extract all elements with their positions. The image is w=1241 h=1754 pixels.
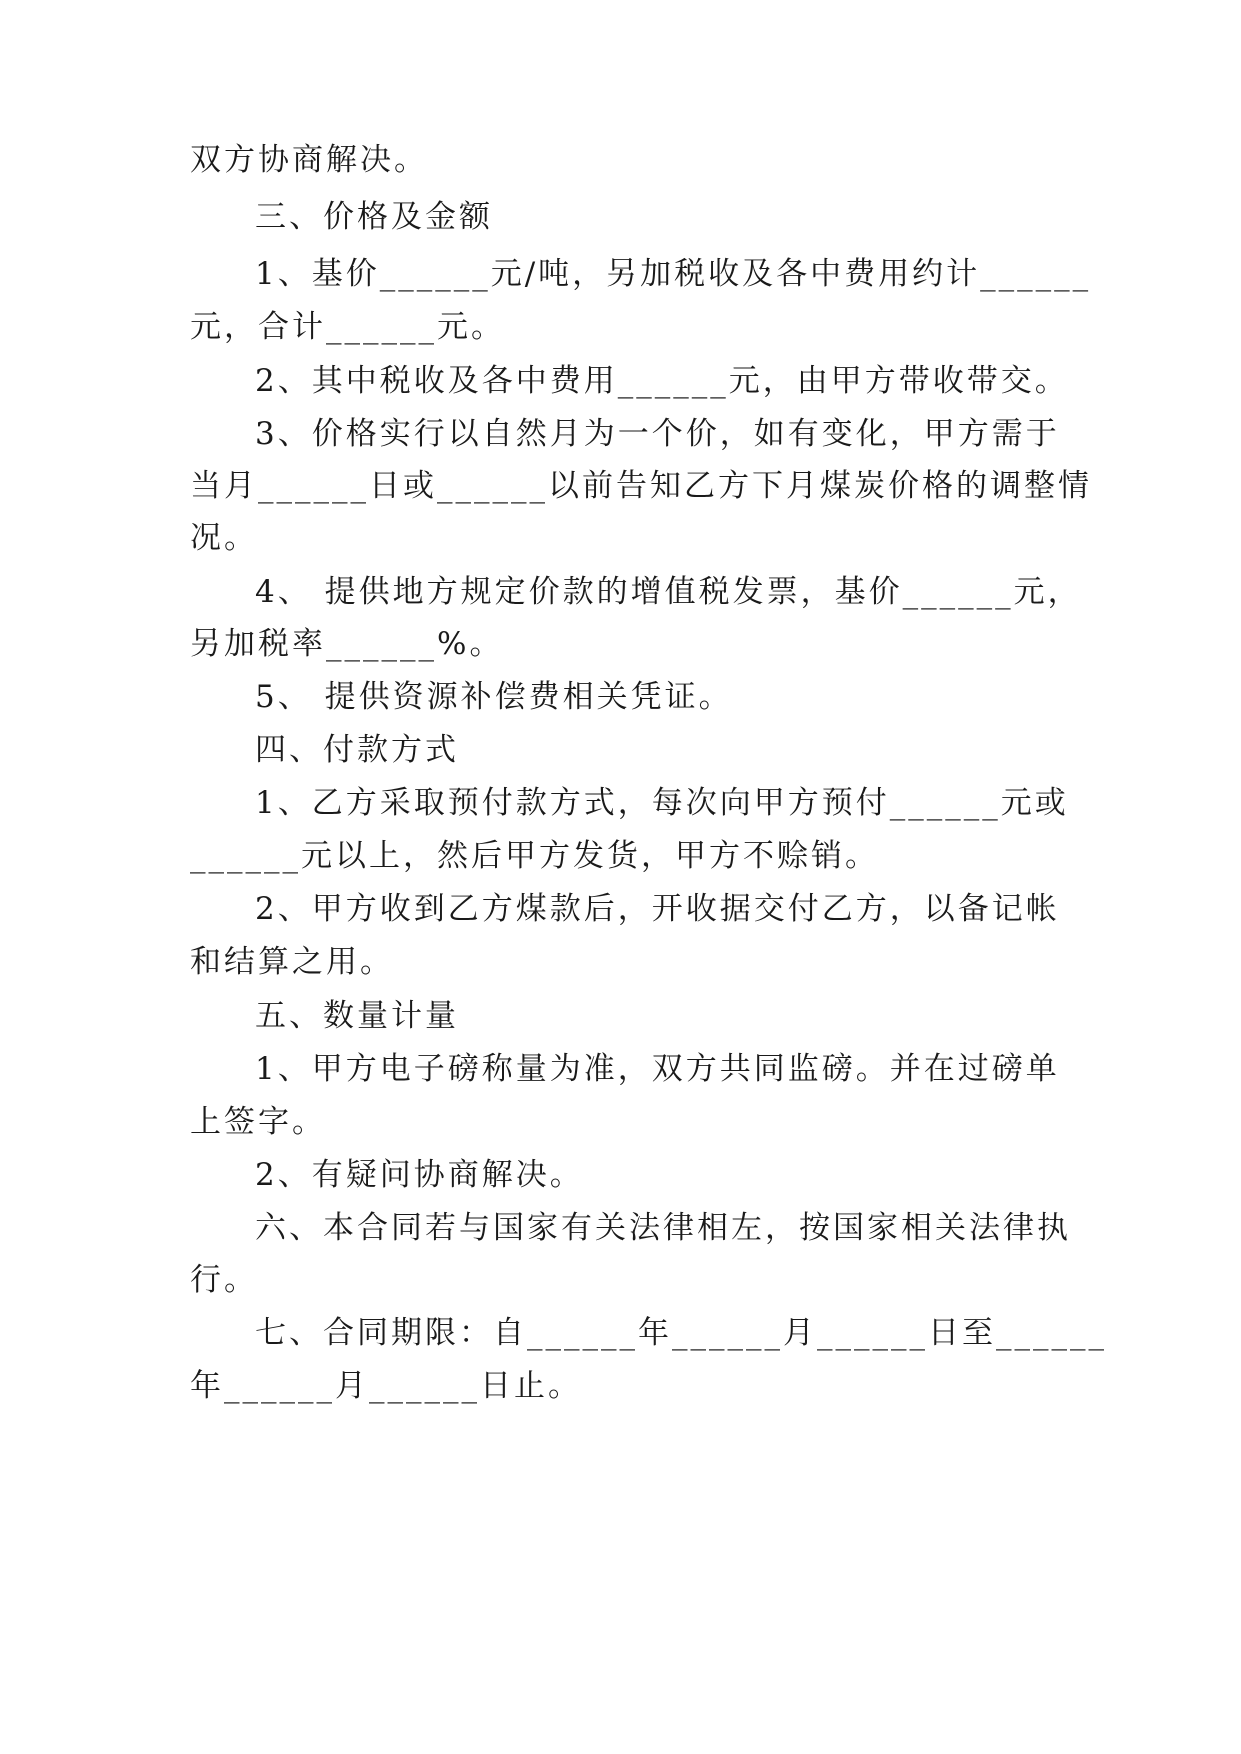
text-line: 行。 xyxy=(190,1262,258,1298)
text-line: 上签字。 xyxy=(190,1104,326,1140)
section-heading: 五、数量计量 xyxy=(255,998,459,1034)
section-heading: 三、价格及金额 xyxy=(255,199,493,235)
text-line: 和结算之用。 xyxy=(190,944,394,980)
text-line: 5、 提供资源补偿费相关凭证。 xyxy=(255,679,733,715)
text-line: 1、乙方采取预付款方式，每次向甲方预付______元或 xyxy=(255,785,1069,821)
text-line: 4、 提供地方规定价款的增值税发票，基价______元， xyxy=(255,574,1082,610)
text-line: 2、有疑问协商解决。 xyxy=(255,1157,584,1193)
text-line: 另加税率______%。 xyxy=(190,626,504,662)
text-line: 2、甲方收到乙方煤款后，开收据交付乙方，以备记帐 xyxy=(255,891,1060,927)
text-line: 1、基价______元/吨，另加税收及各中费用约计______ xyxy=(255,256,1092,292)
text-line: 当月______日或______以前告知乙方下月煤炭价格的调整情 xyxy=(190,468,1092,504)
text-line: 1、甲方电子磅称量为准，双方共同监磅。并在过磅单 xyxy=(255,1051,1060,1087)
text-line: 2、其中税收及各中费用______元，由甲方带收带交。 xyxy=(255,363,1069,399)
text-line: 双方协商解决。 xyxy=(190,142,428,178)
text-line: 3、价格实行以自然月为一个价，如有变化，甲方需于 xyxy=(255,416,1060,452)
section-heading: 四、付款方式 xyxy=(255,732,459,768)
text-line: 元，合计______元。 xyxy=(190,309,505,345)
text-line: ______元以上，然后甲方发货，甲方不赊销。 xyxy=(190,838,879,874)
section-heading: 六、本合同若与国家有关法律相左，按国家相关法律执 xyxy=(255,1210,1071,1246)
text-line: 年______月______日止。 xyxy=(190,1368,582,1404)
section-heading: 七、合同期限：自______年______月______日至______ xyxy=(255,1315,1107,1351)
text-line: 况。 xyxy=(190,520,258,556)
